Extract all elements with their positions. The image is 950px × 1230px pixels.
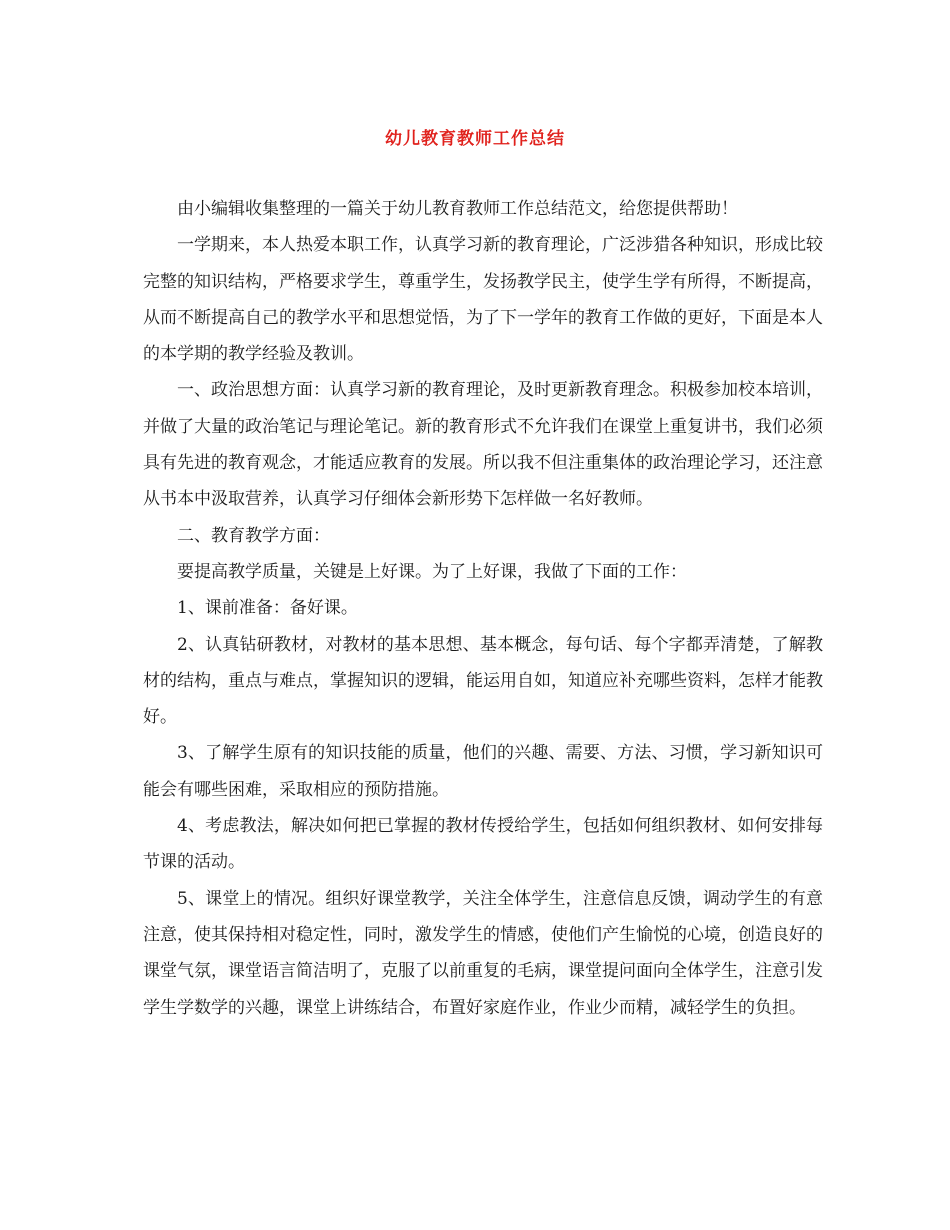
paragraph-teaching-heading: 二、教育教学方面： [177, 525, 330, 546]
document-body [143, 191, 823, 1026]
document-title: 幼儿教育教师工作总结 [385, 129, 565, 149]
paragraph-item-5: 5、课堂上的情况。组织好课堂教学，关注全体学生，注意信息反馈，调动学生的有意注意，使其保持相对稳定性，同时，激发学生的情感，使他们产生愉悦的心境，创造良好的课堂气氛，课堂语言简洁明了，克服了以前重复的毛病，课堂提问面向全体学生，注意引发学生学数学的兴趣，课堂上讲练结合，布置好家庭作业，作业少而精，减轻学生的负担。 [143, 888, 823, 1018]
paragraph-overview: 一学期来，本人热爱本职工作，认真学习新的教育理论，广泛涉猎各种知识，形成比较完整的知识结构，严格要求学生，尊重学生，发扬教学民主，使学生学有所得，不断提高，从而不断提高自己的教学水平和思想觉悟，为了下一学年的教育工作做的更好，下面是本人的本学期的教学经验及教训。 [143, 235, 823, 365]
paragraph-item-4: 4、考虑教法，解决如何把已掌握的教材传授给学生，包括如何组织教材、如何安排每节课的活动。 [143, 816, 823, 873]
paragraph-item-2: 2、认真钻研教材，对教材的基本思想、基本概念，每句话、每个字都弄清楚，了解教材的结构，重点与难点，掌握知识的逻辑，能运用自如，知道应补充哪些资料，怎样才能教好。 [143, 634, 823, 728]
paragraph-intro: 由小编辑收集整理的一篇关于幼儿教育教师工作总结范文，给您提供帮助！ [177, 199, 738, 219]
paragraph-teaching-intro: 要提高教学质量，关键是上好课。为了上好课，我做了下面的工作： [177, 561, 687, 582]
paragraph-item-3: 3、了解学生原有的知识技能的质量，他们的兴趣、需要、方法、习惯，学习新知识可能会有哪些困难，采取相应的预防措施。 [143, 743, 823, 800]
paragraph-item-1: 1、课前准备：备好课。 [177, 598, 358, 619]
paragraph-political: 一、政治思想方面：认真学习新的教育理论，及时更新教育理念。积极参加校本培训，并做了大量的政治笔记与理论笔记。新的教育形式不允许我们在课堂上重复讲书，我们必须具有先进的教育观念，才能适应教育的发展。所以我不但注重集体的政治理论学习，还注意从书本中汲取营养，认真学习仔细体会新形势下怎样做一名好教师。 [143, 380, 823, 510]
